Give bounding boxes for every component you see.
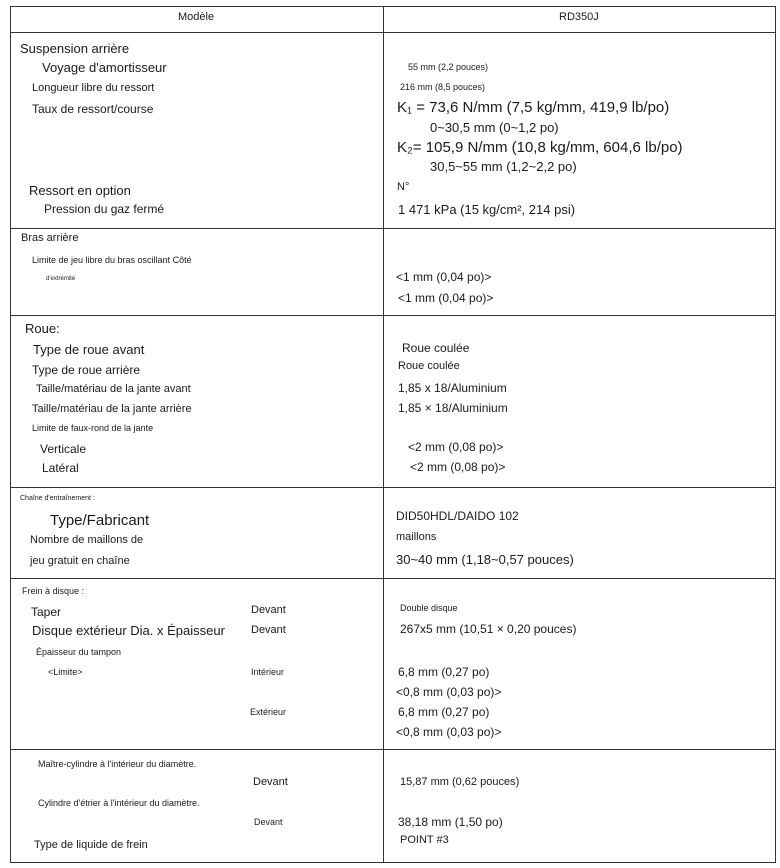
front-rim-label: Taille/matériau de la jante avant xyxy=(36,383,191,395)
pad-limit-label: <Limite> xyxy=(48,667,83,677)
k1-range: 0~30,5 mm (0~1,2 po) xyxy=(430,120,559,135)
free-length-label: Longueur libre du ressort xyxy=(32,82,155,94)
disc-brake-title: Frein à disque : xyxy=(22,586,85,596)
inner-pad-value: 6,8 mm (0,27 po) xyxy=(398,665,490,679)
front-wheel-type-label: Type de roue avant xyxy=(33,342,145,357)
chain-slack-value: 30~40 mm (1,18~0,57 pouces) xyxy=(396,552,574,567)
master-cylinder-position: Devant xyxy=(253,776,288,788)
gas-pressure-label: Pression du gaz fermé xyxy=(44,202,165,216)
spec-table xyxy=(10,6,775,862)
drive-chain-title: Chaîne d'entraînement : xyxy=(20,495,95,502)
outer-pad-value: 6,8 mm (0,27 po) xyxy=(398,705,490,719)
disc-size-position: Devant xyxy=(251,624,286,636)
vertical-label: Verticale xyxy=(40,442,87,456)
k2-range: 30,5~55 mm (1,2~2,2 po) xyxy=(430,159,577,174)
swing-arm-end-label: d'extrémité xyxy=(46,276,76,282)
rear-rim-label: Taille/matériau de la jante arrière xyxy=(32,403,192,415)
row-divider xyxy=(10,315,775,316)
wheel-title: Roue: xyxy=(25,321,60,336)
inner-pad-limit: <0,8 mm (0,03 po)> xyxy=(396,685,502,699)
row-divider xyxy=(10,578,775,579)
free-length-value: 216 mm (8,5 pouces) xyxy=(400,82,486,92)
brake-fluid-value: POINT #3 xyxy=(400,834,449,846)
row-divider xyxy=(10,749,775,750)
outer-pad-position: Extérieur xyxy=(250,707,287,717)
master-cylinder-value: 15,87 mm (0,62 pouces) xyxy=(400,776,520,788)
disc-size-label: Disque extérieur Dia. x Épaisseur xyxy=(32,623,225,638)
option-spring-label: Ressort en option xyxy=(29,183,131,198)
travel-value: 55 mm (2,2 pouces) xyxy=(408,62,489,72)
lateral-value: <2 mm (0,08 po)> xyxy=(410,460,506,474)
front-wheel-type-value: Roue coulée xyxy=(402,341,470,355)
caliper-cylinder-label: Cylindre d'étrier à l'intérieur du diamètre. xyxy=(38,798,200,808)
column-divider xyxy=(383,6,384,862)
table-border xyxy=(10,6,776,863)
chain-slack-label: jeu gratuit en chaîne xyxy=(30,555,130,567)
option-spring-value: N° xyxy=(397,181,410,193)
lateral-label: Latéral xyxy=(42,461,79,475)
swing-arm-limit-label: Limite de jeu libre du bras oscillant Côté xyxy=(32,255,192,265)
chain-type-value: DID50HDL/DAIDO 102 xyxy=(396,509,519,523)
chain-type-label: Type/Fabricant xyxy=(50,512,150,529)
rear-suspension-title: Suspension arrière xyxy=(20,41,130,56)
swing-arm-title: Bras arrière xyxy=(21,232,79,244)
caliper-cylinder-value: 38,18 mm (1,50 po) xyxy=(398,815,503,829)
k1-value: K₁ = 73,6 N/mm (7,5 kg/mm, 419,9 lb/po) xyxy=(397,99,670,116)
gas-pressure-value: 1 471 kPa (15 kg/cm², 214 psi) xyxy=(398,202,576,217)
spring-rate-label: Taux de ressort/course xyxy=(32,102,154,116)
caliper-cylinder-position: Devant xyxy=(254,817,283,827)
model-label: Modèle xyxy=(178,11,215,23)
outer-pad-limit: <0,8 mm (0,03 po)> xyxy=(396,725,502,739)
travel-label: Voyage d'amortisseur xyxy=(42,60,167,75)
swing-arm-value-1: <1 mm (0,04 po)> xyxy=(396,270,492,284)
k2-value: K₂= 105,9 N/mm (10,8 kg/mm, 604,6 lb/po) xyxy=(397,139,683,156)
rear-wheel-type-label: Type de roue arrière xyxy=(32,363,141,377)
brake-type-label: Taper xyxy=(31,605,62,619)
chain-links-value: maillons xyxy=(396,531,437,543)
row-divider xyxy=(10,32,775,33)
swing-arm-value-2: <1 mm (0,04 po)> xyxy=(398,291,494,305)
rim-runout-label: Limite de faux-rond de la jante xyxy=(32,423,154,433)
disc-size-value: 267x5 mm (10,51 × 0,20 pouces) xyxy=(400,622,577,636)
rear-wheel-type-value: Roue coulée xyxy=(398,360,460,372)
row-divider xyxy=(10,487,775,488)
row-divider xyxy=(10,228,775,229)
vertical-value: <2 mm (0,08 po)> xyxy=(408,440,504,454)
brake-type-position: Devant xyxy=(251,604,286,616)
brake-fluid-label: Type de liquide de frein xyxy=(34,839,148,851)
front-rim-value: 1,85 x 18/Aluminium xyxy=(398,381,507,395)
master-cylinder-label: Maître-cylindre à l'intérieur du diamètre. xyxy=(38,759,197,769)
inner-pad-position: Intérieur xyxy=(251,667,285,677)
model-value: RD350J xyxy=(559,11,599,23)
rear-rim-value: 1,85 × 18/Aluminium xyxy=(398,401,508,415)
pad-thickness-label: Épaisseur du tampon xyxy=(36,647,122,657)
brake-type-value: Double disque xyxy=(400,603,458,613)
chain-links-label: Nombre de maillons de xyxy=(30,534,144,546)
